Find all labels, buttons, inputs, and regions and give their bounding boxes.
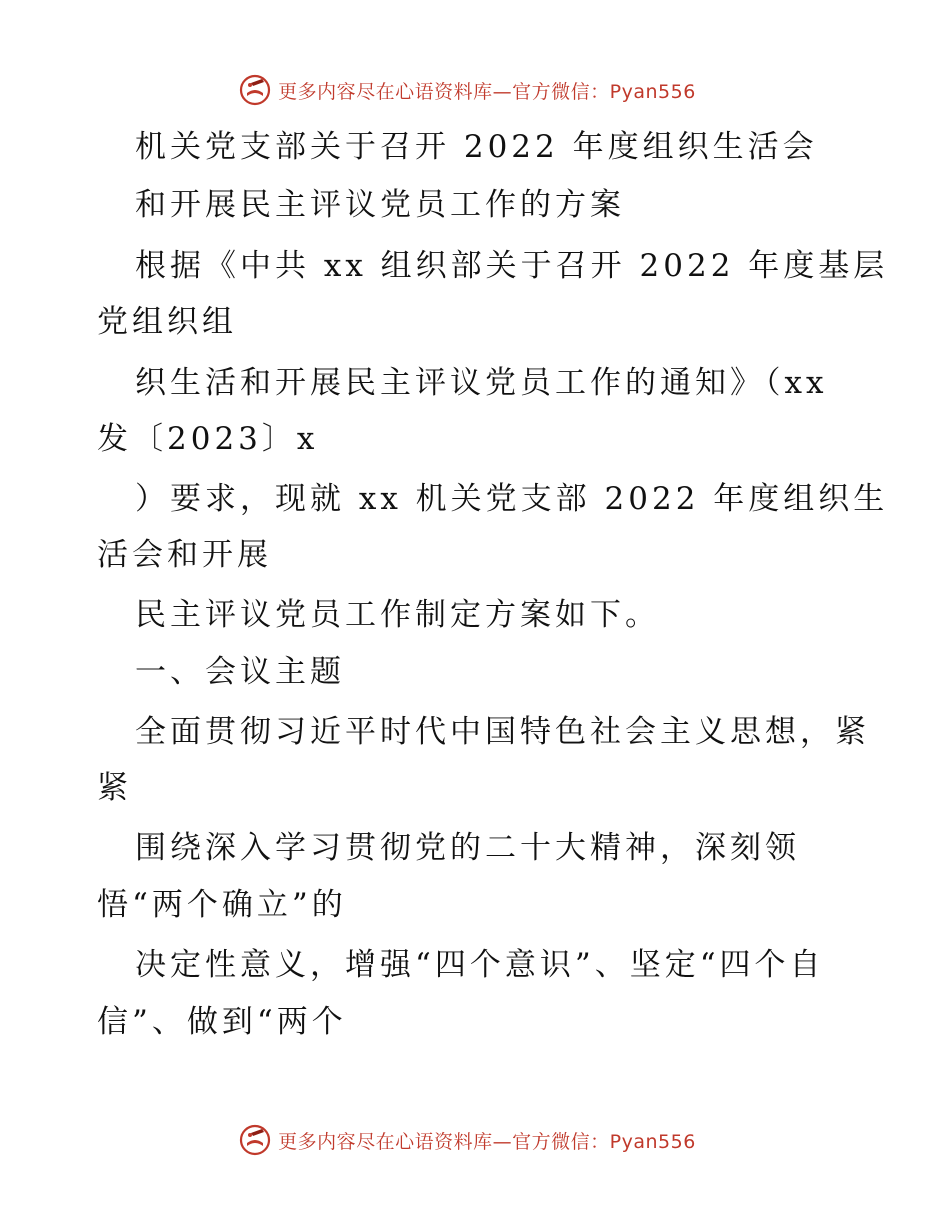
paragraph-line: 发〔2023〕x <box>97 421 319 457</box>
paragraph-line: 悟“两个确立”的 <box>97 887 347 923</box>
book-pen-logo-icon <box>238 1123 272 1157</box>
footer-watermark <box>0 1120 950 1160</box>
paragraph-line: 信”、做到“两个 <box>97 1004 347 1040</box>
paragraph-line: 织生活和开展民主评议党员工作的通知》（xx <box>135 365 828 401</box>
paragraph-line: 活会和开展 <box>97 537 272 573</box>
title-line-2: 和开展民主评议党员工作的方案 <box>135 187 625 223</box>
header-watermark <box>0 70 950 110</box>
book-pen-logo-icon <box>238 73 272 107</box>
paragraph-line: 围绕深入学习贯彻党的二十大精神，深刻领 <box>135 830 800 866</box>
title-line-1: 机关党支部关于召开 2022 年度组织生活会 <box>135 129 818 165</box>
paragraph-line: 党组织组 <box>97 304 237 340</box>
paragraph-line: 紧 <box>97 770 132 806</box>
watermark-text: 更多内容尽在心语资料库—官方微信：Pyan556 <box>278 1130 696 1153</box>
paragraph-line: 民主评议党员工作制定方案如下。 <box>135 597 660 633</box>
paragraph-line: 全面贯彻习近平时代中国特色社会主义思想，紧 <box>135 714 870 750</box>
paragraph-line: 决定性意义，增强“四个意识”、坚定“四个自 <box>135 947 825 983</box>
section-heading: 一、会议主题 <box>135 654 345 690</box>
paragraph-line: 根据《中共 xx 组织部关于召开 2022 年度基层 <box>135 248 889 284</box>
watermark-text: 更多内容尽在心语资料库—官方微信：Pyan556 <box>278 80 696 103</box>
paragraph-line: ）要求，现就 xx 机关党支部 2022 年度组织生 <box>135 481 889 517</box>
